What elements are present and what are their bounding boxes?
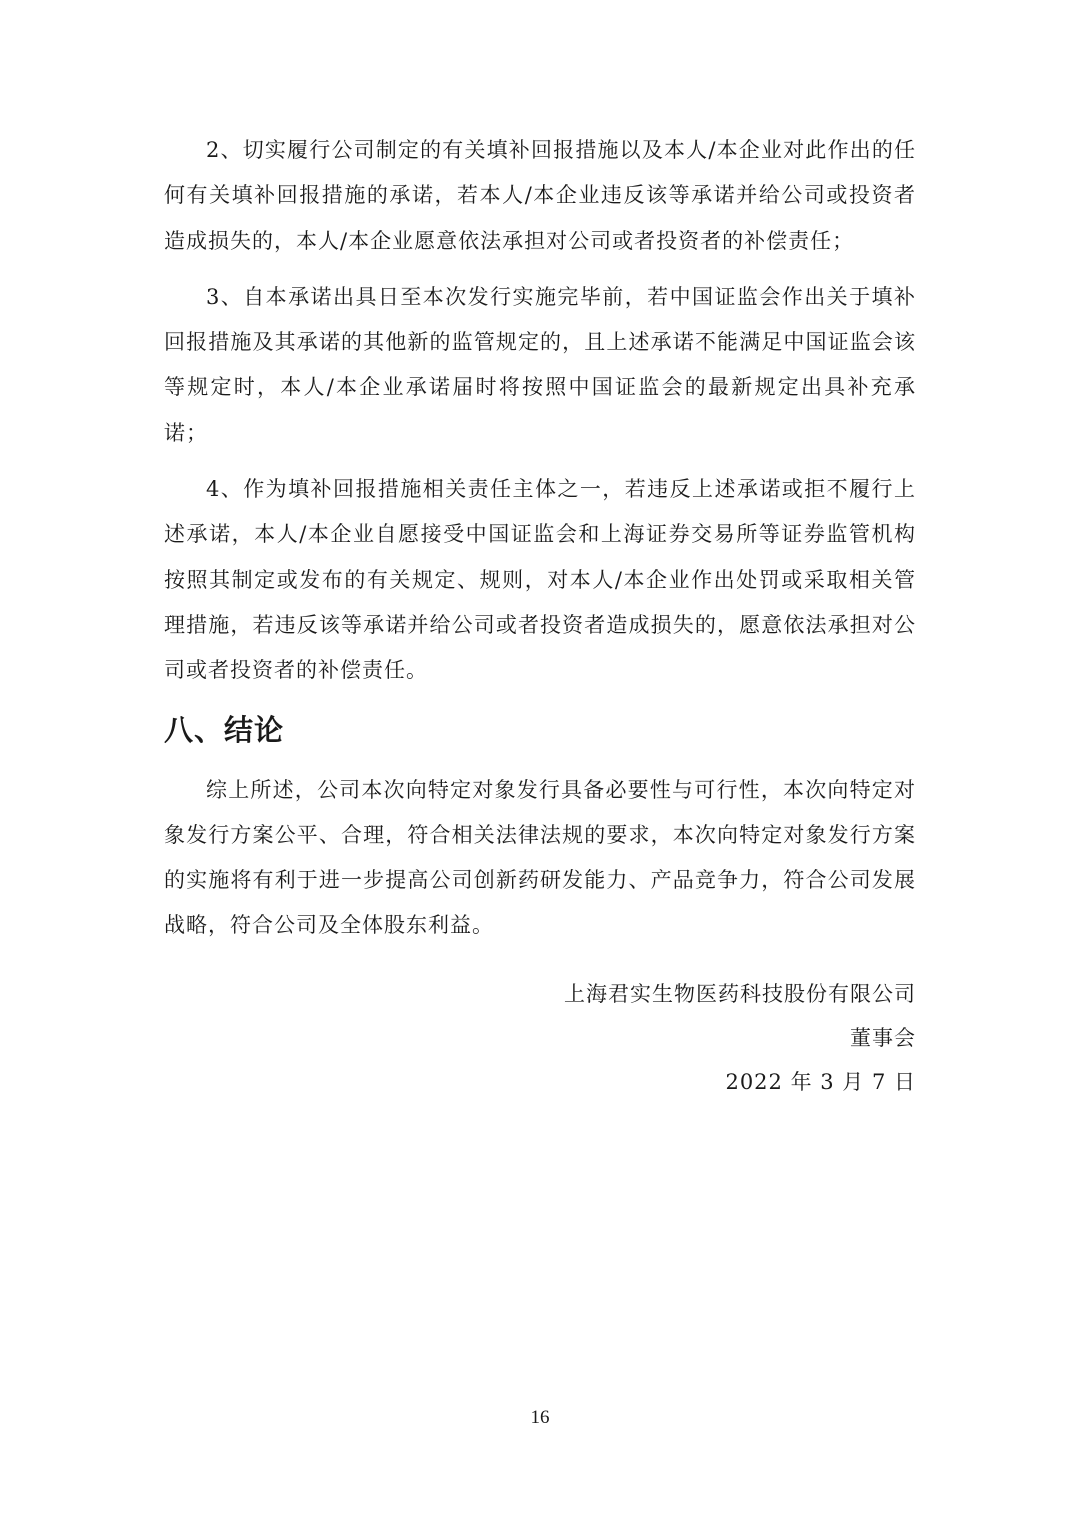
section-heading-conclusion: 八、结论 bbox=[164, 712, 285, 747]
page-number: 16 bbox=[530, 1407, 550, 1428]
commitment-paragraph-3: 3、自本承诺出具日至本次发行实施完毕前，若中国证监会作出关于填补回报措施及其承诺的其他新的监管规定的，且上述承诺不能满足中国证监会该等规定时，本人/本企业承诺届时将按照中国证监会的最新规定出具补充承诺； bbox=[164, 284, 916, 445]
signature-block bbox=[164, 972, 916, 1104]
conclusion-paragraph: 综上所述，公司本次向特定对象发行具备必要性与可行性，本次向特定对象发行方案公平、合理，符合相关法律法规的要求，本次向特定对象发行方案的实施将有利于进一步提高公司创新药研发能力、产品竞争力，符合公司发展战略，符合公司及全体股东利益。 bbox=[164, 777, 916, 938]
document-body bbox=[164, 128, 916, 949]
signature-date: 2022 年 3 月 7 日 bbox=[725, 1070, 916, 1094]
signature-company: 上海君实生物医药科技股份有限公司 bbox=[564, 982, 916, 1006]
commitment-paragraph-4: 4、作为填补回报措施相关责任主体之一，若违反上述承诺或拒不履行上述承诺，本人/本企业自愿接受中国证监会和上海证券交易所等证券监管机构按照其制定或发布的有关规定、规则，对本人/本企业作出处罚或采取相关管理措施，若违反该等承诺并给公司或者投资者造成损失的，愿意依法承担对公司或者投资者的补偿责任。 bbox=[164, 477, 916, 683]
commitment-paragraph-2: 2、切实履行公司制定的有关填补回报措施以及本人/本企业对此作出的任何有关填补回报措施的承诺，若本人/本企业违反该等承诺并给公司或投资者造成损失的，本人/本企业愿意依法承担对公司或者投资者的补偿责任； bbox=[164, 138, 916, 253]
signature-board: 董事会 bbox=[850, 1026, 916, 1050]
